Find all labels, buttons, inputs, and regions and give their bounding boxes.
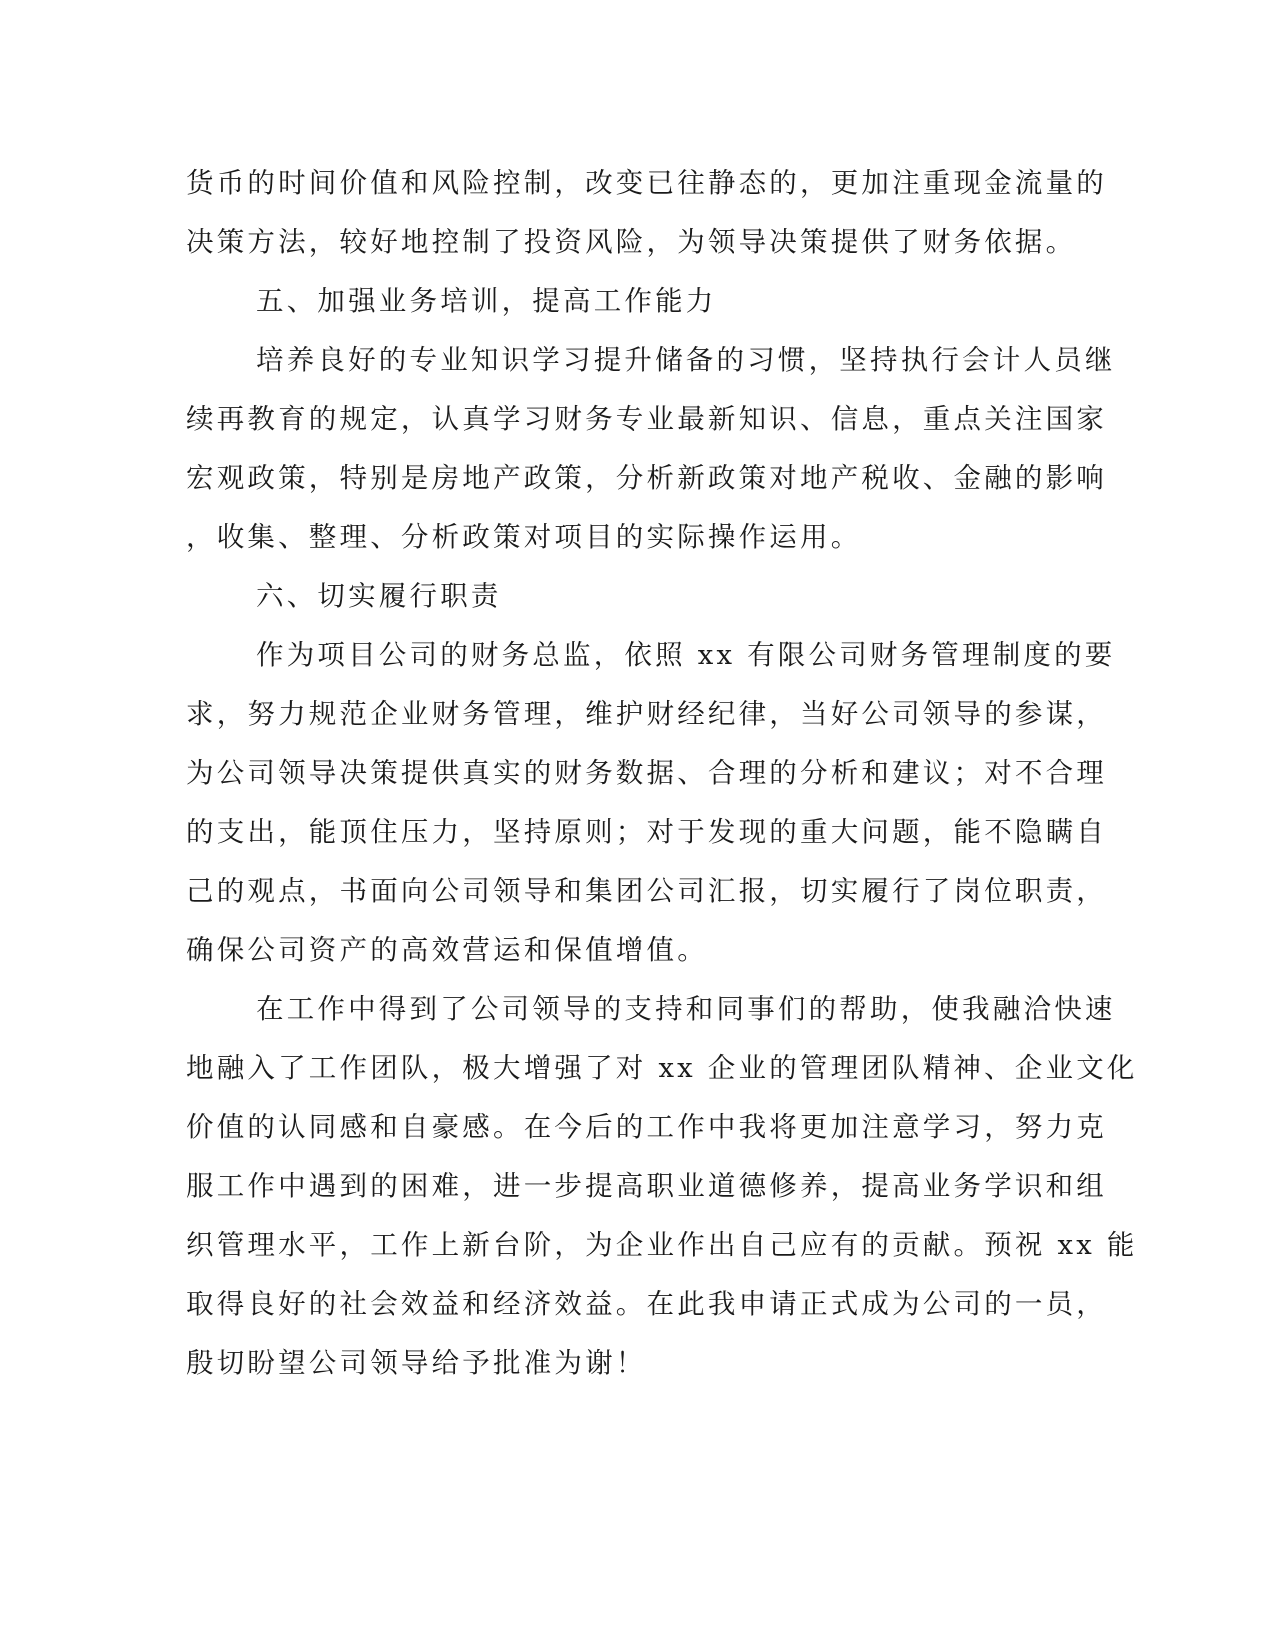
body-line: 宏观政策，特别是房地产政策，分析新政策对地产税收、金融的影响 (186, 462, 1107, 494)
body-line: 货币的时间价值和风险控制，改变已往静态的，更加注重现金流量的 (186, 167, 1107, 199)
body-line: 织管理水平，工作上新台阶，为企业作出自己应有的贡献。预祝 xx 能 (186, 1229, 1138, 1261)
body-line: 确保公司资产的高效营运和保值增值。 (186, 934, 708, 966)
body-line: 价值的认同感和自豪感。在今后的工作中我将更加注意学习，努力克 (186, 1111, 1107, 1143)
section-heading: 六、切实履行职责 (256, 580, 502, 612)
body-line: 作为项目公司的财务总监，依照 xx 有限公司财务管理制度的要 (256, 639, 1116, 671)
section-heading: 五、加强业务培训，提高工作能力 (256, 285, 717, 317)
body-line: 殷切盼望公司领导给予批准为谢！ (186, 1347, 647, 1379)
body-line: ，收集、整理、分析政策对项目的实际操作运用。 (186, 521, 862, 553)
body-line: 在工作中得到了公司领导的支持和同事们的帮助，使我融洽快速 (256, 993, 1116, 1025)
body-line: 决策方法，较好地控制了投资风险，为领导决策提供了财务依据。 (186, 226, 1077, 258)
body-line: 续再教育的规定，认真学习财务专业最新知识、信息，重点关注国家 (186, 403, 1107, 435)
body-line: 己的观点，书面向公司领导和集团公司汇报，切实履行了岗位职责， (186, 875, 1107, 907)
body-line: 取得良好的社会效益和经济效益。在此我申请正式成为公司的一员， (186, 1288, 1107, 1320)
body-line: 培养良好的专业知识学习提升储备的习惯，坚持执行会计人员继 (256, 344, 1116, 376)
body-line: 为公司领导决策提供真实的财务数据、合理的分析和建议；对不合理 (186, 757, 1107, 789)
body-line: 的支出，能顶住压力，坚持原则；对于发现的重大问题，能不隐瞒自 (186, 816, 1107, 848)
body-line: 服工作中遇到的困难，进一步提高职业道德修养，提高业务学识和组 (186, 1170, 1107, 1202)
document-body (186, 154, 1138, 1393)
body-line: 求，努力规范企业财务管理，维护财经纪律，当好公司领导的参谋， (186, 698, 1107, 730)
body-line: 地融入了工作团队，极大增强了对 xx 企业的管理团队精神、企业文化 (186, 1052, 1138, 1084)
